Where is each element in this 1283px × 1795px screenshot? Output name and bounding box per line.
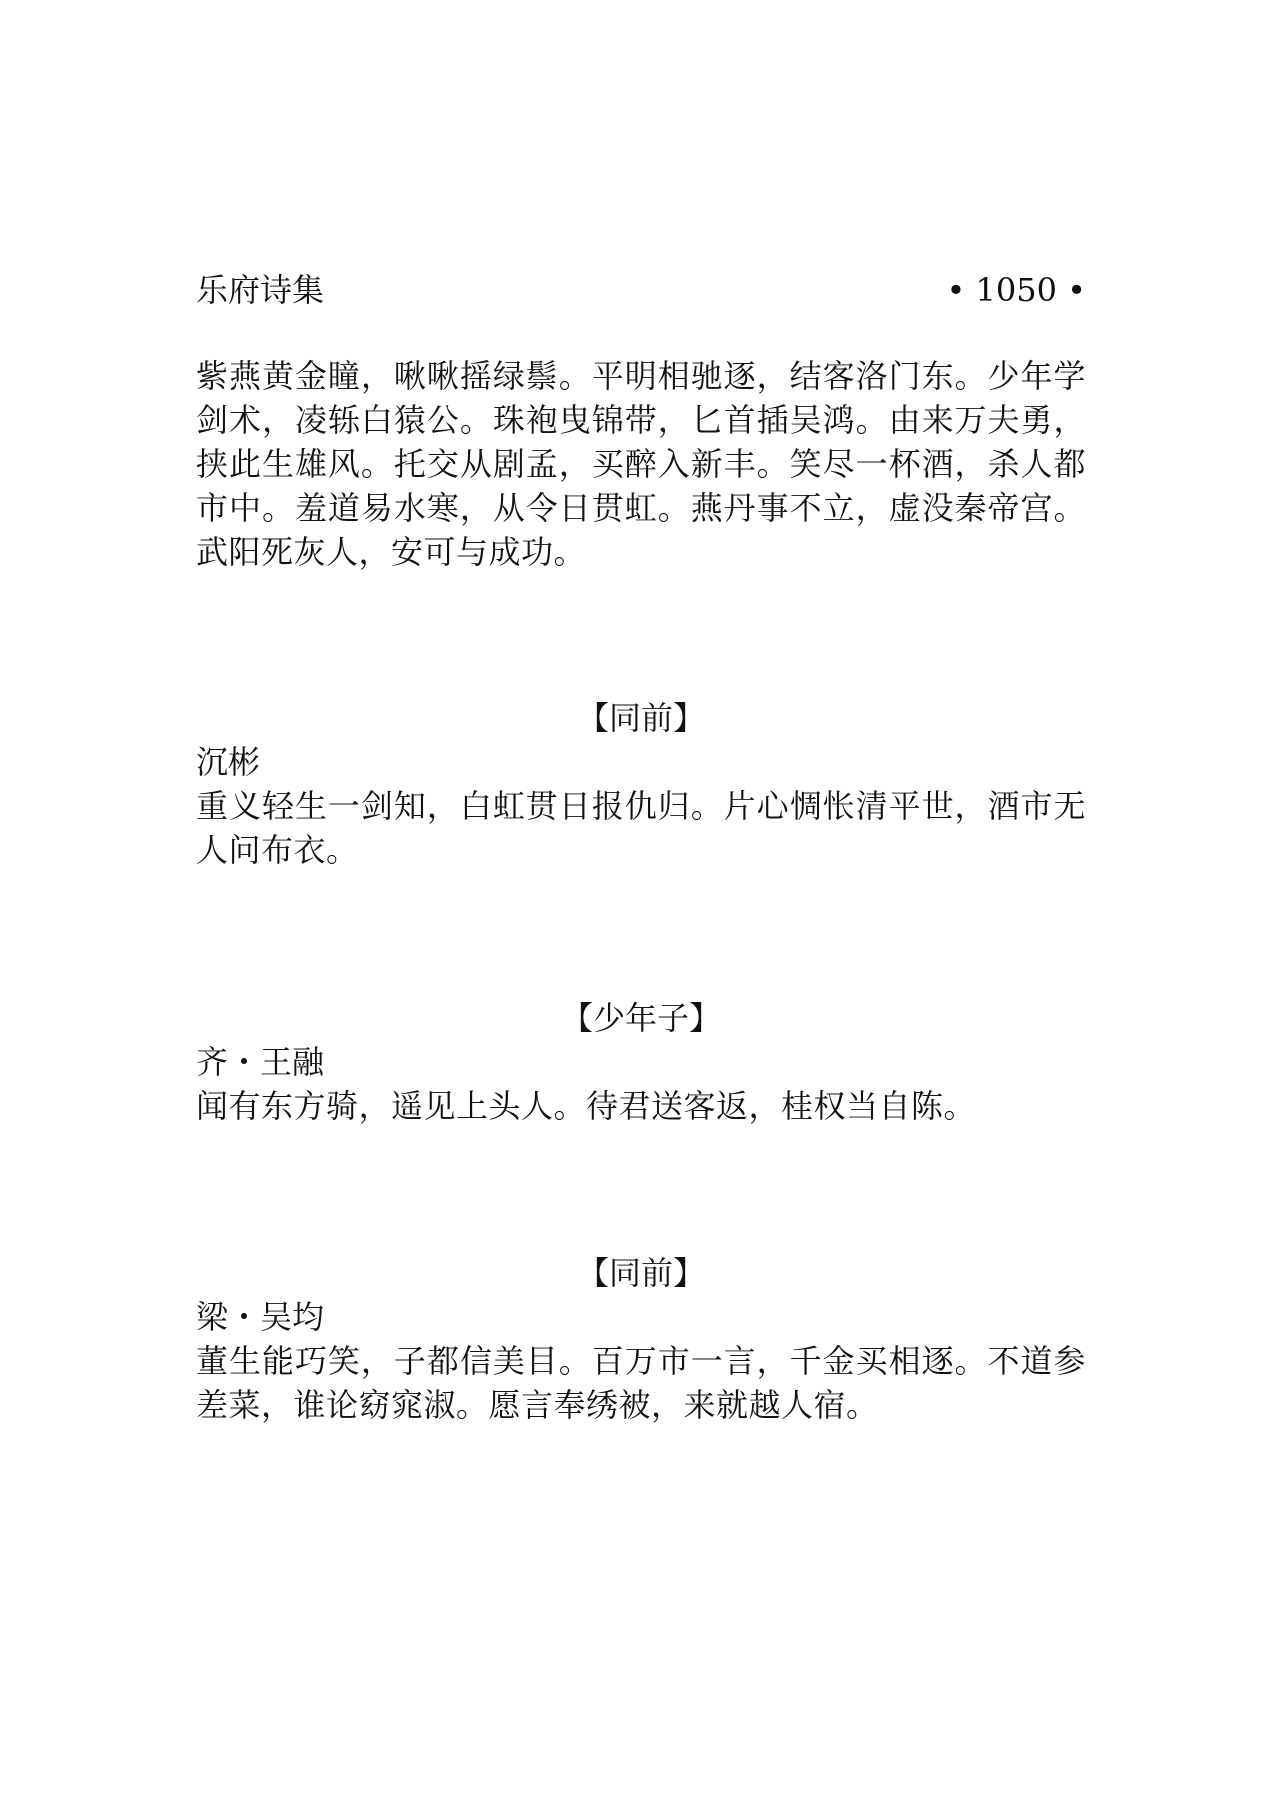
poem-body: 闻有东方骑，遥见上头人。待君送客返，桂权当自陈。 <box>196 1087 977 1125</box>
book-title: 乐府诗集 <box>196 271 325 309</box>
page-number: • 1050 • <box>946 271 1086 309</box>
poem-body: 紫燕黄金瞳，啾啾摇绿鬃。平明相驰逐，结客洛门东。少年学剑术，凌轹白猿公。珠袍曳锦带，匕首插吴鸿。由来万夫勇，挟此生雄风。托交从剧孟，买醉入新丰。笑尽一杯酒，杀人都市中。羞道易水寒，从令日贯虹。燕丹事不立，虚没秦帝宫。武阳死灰人，安可与成功。 <box>196 357 1086 571</box>
poem-title: 【同前】 <box>576 1254 705 1292</box>
poem-author: 沉彬 <box>196 743 261 781</box>
poem-title: 【少年子】 <box>560 999 721 1037</box>
poem-author: 梁・吴均 <box>196 1298 325 1336</box>
poem-section-2 <box>196 996 1086 1128</box>
poem-body: 重义轻生一剑知，白虹贯日报仇归。片心惆怅清平世，酒市无人问布衣。 <box>196 787 1086 869</box>
poem-author: 齐・王融 <box>196 1043 325 1081</box>
poem-section-1 <box>196 696 1086 872</box>
poem-body: 董生能巧笑，子都信美目。百万市一言，千金买相逐。不道参差菜，谁论窈窕淑。愿言奉绣被，来就越人宿。 <box>196 1342 1086 1424</box>
continued-poem <box>196 354 1086 574</box>
page-header <box>196 268 1086 312</box>
poem-title: 【同前】 <box>576 699 705 737</box>
poem-section-3 <box>196 1251 1086 1427</box>
